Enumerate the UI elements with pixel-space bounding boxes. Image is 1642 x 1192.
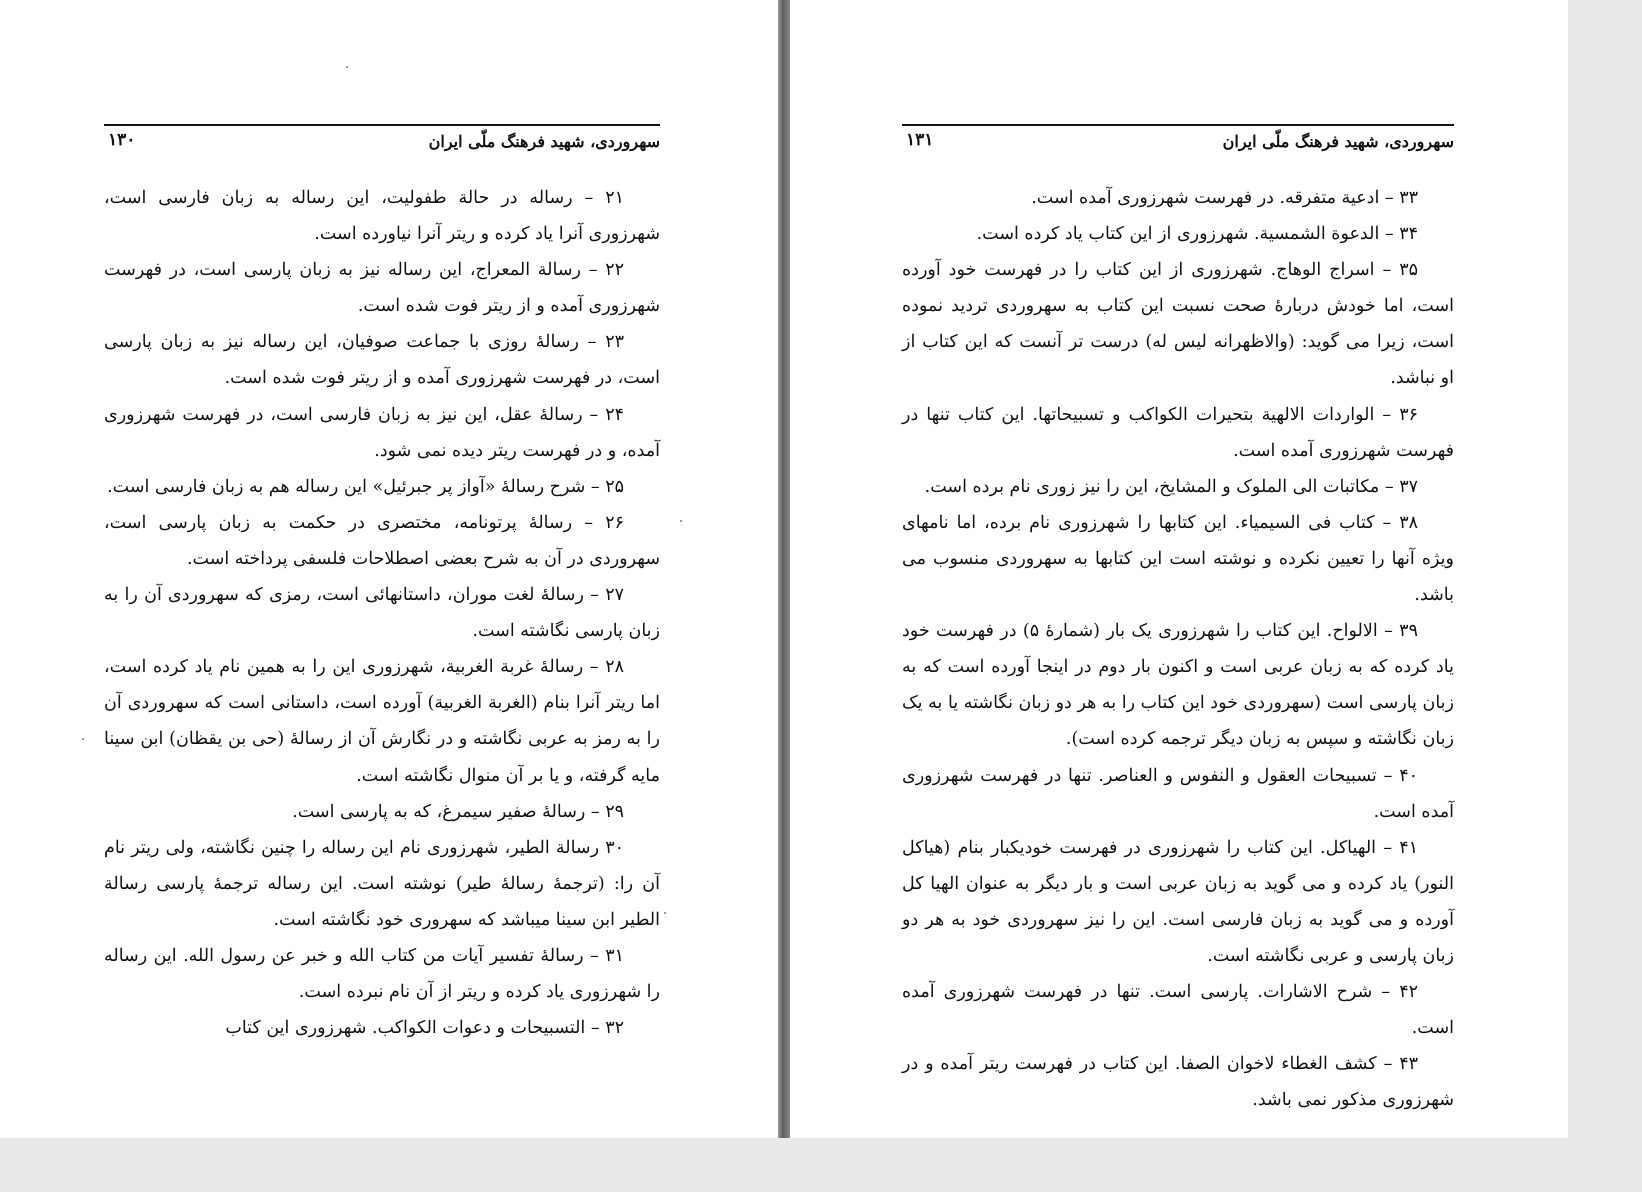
- page-body: [104, 180, 660, 1046]
- list-item-25: ۲۵ – شرح رسالۀ «آواز پر جبرئیل» این رساله هم به زبان فارسی است.: [107, 476, 624, 497]
- list-item-23: ۲۳ – رسالۀ روزی با جماعت صوفیان، این رساله نیز به زبان پارسی است، در فهرست شهرزوری آمده و از ریتر فوت شده است.: [104, 332, 660, 389]
- running-title: سهروردی، شهید فرهنگ ملّی ایران: [1222, 132, 1454, 151]
- list-item-40: ۴۰ – تسبیحات العقول و النفوس و العناصر. تنها در فهرست شهرزوری آمده است.: [902, 765, 1454, 822]
- list-item-38: ۳۸ – کتاب فی السیمیاء. این کتابها را شهرزوری نام برده، اما نامهای ویژه آنها را تعیین نکرده و نوشته است این کتابها به سهروردی منسوب می باشد.: [902, 512, 1454, 606]
- page-body: [902, 180, 1454, 1118]
- page-number: ۱۳۰: [108, 130, 136, 150]
- scan-speck: [680, 520, 682, 522]
- list-item-32: ۳۲ – التسبیحات و دعوات الکواکب. شهرزوری این کتاب: [225, 1018, 624, 1039]
- list-item-36: ۳۶ – الواردات الالهیة بتحیرات الکواکب و تسبیحاتها. این کتاب تنها در فهرست شهرزوری آمده است.: [902, 404, 1454, 461]
- running-title: سهروردی، شهید فرهنگ ملّی ایران: [428, 132, 660, 151]
- list-item-22: ۲۲ – رسالة المعراج، این رساله نیز به زبان پارسی است، در فهرست شهرزوری آمده و از ریتر فوت شده است.: [104, 260, 660, 317]
- list-item-41: ۴۱ – الهیاکل. این کتاب را شهرزوری در فهرست خودیکبار بنام (هیاکل النور) یاد کرده و می گوید به زبان عربی است و بار دیگر به عنوان الهیا کل آورده و می گوید به زبان فارسی است. این را نیز سهروردی خود به هر دو زبان پارسی و عربی نگاشته است.: [902, 837, 1454, 966]
- list-item-24: ۲۴ – رسالۀ عقل، این نیز به زبان فارسی است، در فهرست شهرزوری آمده، و در فهرست ریتر دیده نمی شود.: [104, 404, 660, 461]
- list-item-39: ۳۹ – الالواح. این کتاب را شهرزوری یک بار (شمارۀ ۵) در فهرست خود یاد کرده که به زبان عربی است و اکنون بار دوم در اینجا آورده است که به زبان پارسی است (سهروردی خود این کتاب را به هر دو زبان نگاشته یا به یک زبان نگاشته و سپس به زبان دیگر ترجمه کرده است).: [902, 621, 1454, 750]
- scan-speck: [82, 738, 84, 740]
- page-130: [0, 0, 778, 1138]
- list-item-30: ۳۰ رسالة الطیر، شهرزوری نام این رساله را چنین نگاشته، ولی ریتر نام آن را: (ترجمۀ رسالۀ طیر) نوشته است. این رساله ترجمۀ پارسی رسالة الطیر ابن سینا میباشد که سهروری خود نگاشته است.: [104, 837, 660, 930]
- list-item-28: ۲۸ – رسالۀ غربة الغربیة، شهرزوری این را به همین نام یاد کرده است، اما ریتر آنرا بنام (الغربة الغربیة) آورده است، داستانی است که سهروردی آن را به رمز به عربی نگاشته و در نگارش آن از رسالۀ (حی بن یقظان) ابن سینا مایه گرفته، و یا بر آن منوال نگاشته است.: [104, 657, 660, 786]
- list-item-35: ۳۵ – اسراج الوهاج. شهرزوری از این کتاب را در فهرست خود آورده است، اما خودش دربارۀ صحت نسبت این کتاب به سهروردی تردید نموده است، زیرا می گوید: (والاظهرانه لیس له) درست تر آنست که این کتاب از او نباشد.: [902, 260, 1454, 389]
- scan-speck: [346, 66, 348, 68]
- list-item-37: ۳۷ – مکاتبات الی الملوک و المشایخ، این را نیز زوری نام برده است.: [924, 476, 1418, 497]
- list-item-34: ۳۴ – الدعوة الشمسیة. شهرزوری از این کتاب یاد کرده است.: [976, 224, 1418, 245]
- list-item-21: ۲۱ – رساله در حالة طفولیت، این رساله به زبان فارسی است، شهرزوری آنرا یاد کرده و ریتر آنرا نیاورده است.: [104, 188, 660, 245]
- scan-speck: [664, 912, 666, 914]
- header-rule: [104, 124, 660, 126]
- running-header: [104, 124, 660, 158]
- list-item-27: ۲۷ – رسالۀ لغت موران، داستانهائی است، رمزی که سهروردی آن را به زبان پارسی نگاشته است.: [104, 585, 660, 642]
- list-item-42: ۴۲ – شرح الاشارات. پارسی است. تنها در فهرست شهرزوری آمده است.: [902, 982, 1454, 1039]
- list-item-31: ۳۱ – رسالۀ تفسیر آیات من کتاب الله و خبر عن رسول الله. این رساله را شهرزوری یاد کرده و ریتر از آن نام نبرده است.: [104, 945, 660, 1003]
- list-item-29: ۲۹ – رسالۀ صفیر سیمرغ، که به پارسی است.: [292, 801, 624, 822]
- list-item-26: ۲۶ – رسالۀ پرتونامه، مختصری در حکمت به زبان پارسی است، سهروردی در آن به شرح بعضی اصطلاحات فلسفی پرداخته است.: [104, 512, 660, 569]
- page-number: ۱۳۱: [906, 130, 934, 150]
- running-header: [902, 124, 1454, 158]
- list-item-33: ۳۳ – ادعیة متفرقه. در فهرست شهرزوری آمده است.: [1031, 188, 1418, 208]
- page-gutter: [778, 0, 790, 1138]
- header-rule: [902, 124, 1454, 126]
- list-item-43: ۴۳ – کشف الغطاء لاخوان الصفا. این کتاب در فهرست ریتر آمده و در شهرزوری مذکور نمی باشد.: [902, 1054, 1454, 1111]
- page-131: [790, 0, 1568, 1138]
